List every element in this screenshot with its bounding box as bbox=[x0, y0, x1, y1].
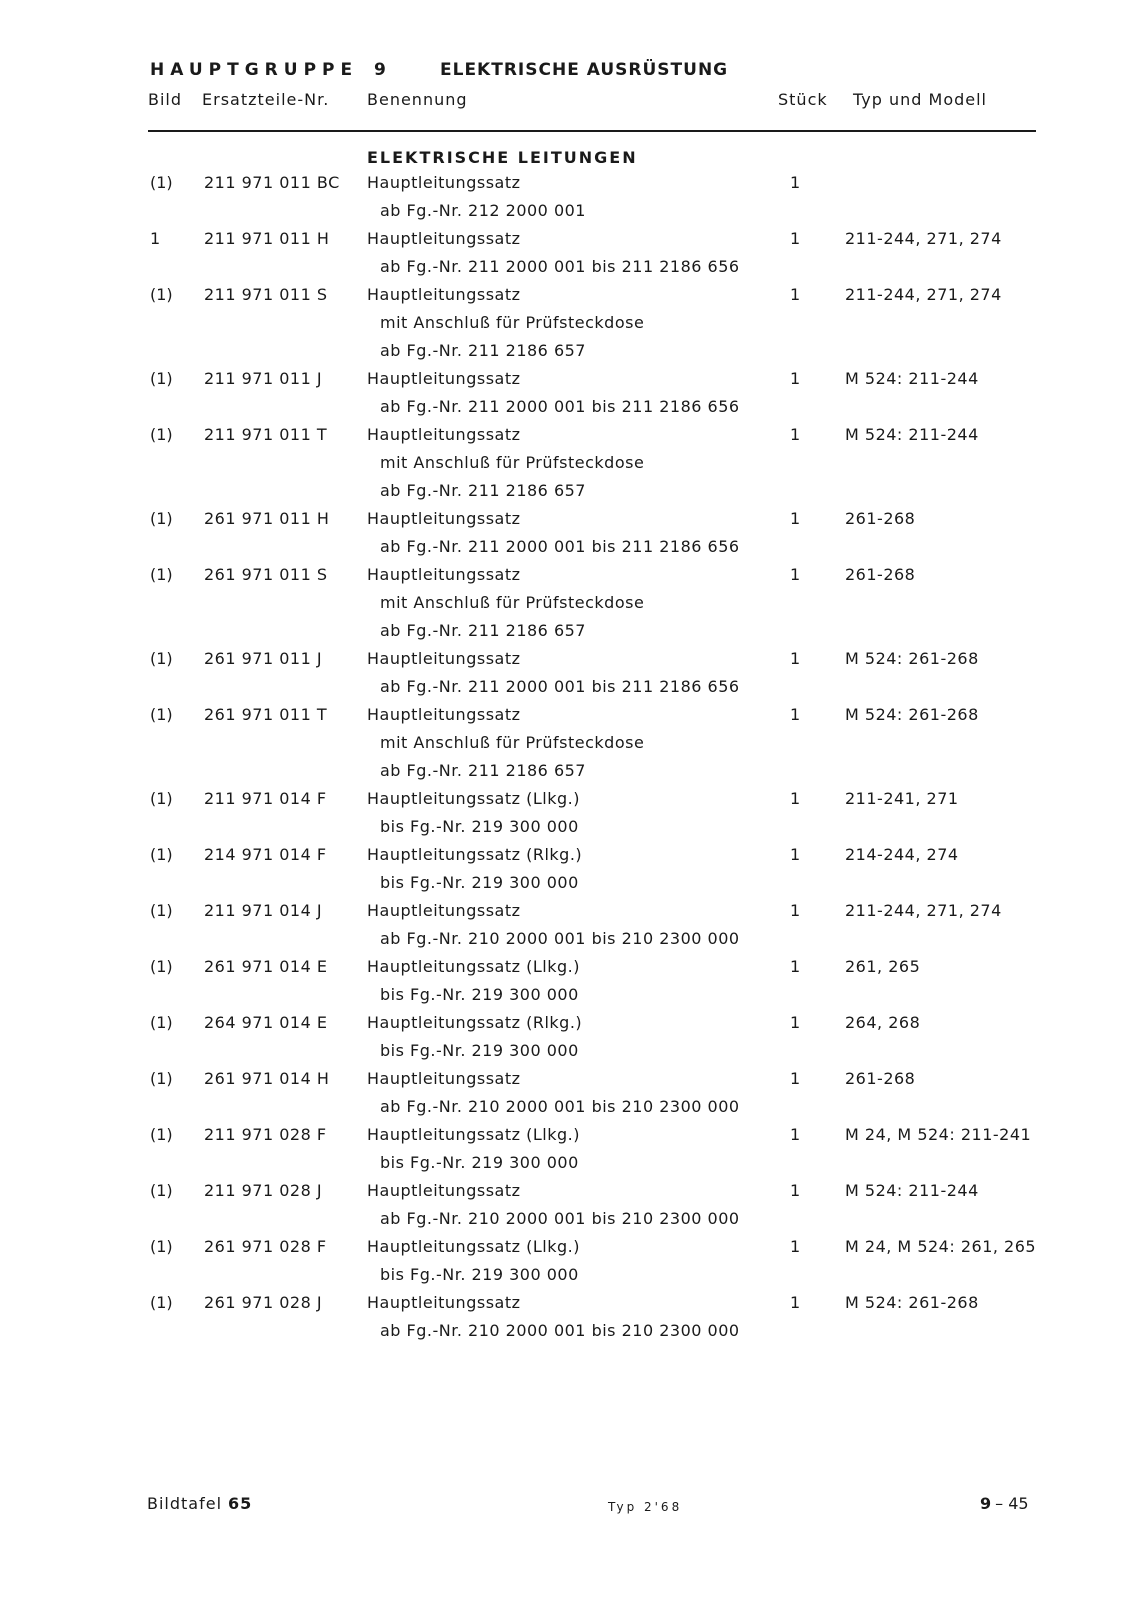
stueck-cell: 1 bbox=[790, 789, 801, 808]
part-sub-line bbox=[0, 926, 1139, 954]
benennung-cell: Hauptleitungssatz bbox=[367, 1181, 521, 1200]
bild-cell: (1) bbox=[150, 425, 173, 444]
table-row bbox=[0, 422, 1139, 506]
benennung-cell: Hauptleitungssatz bbox=[367, 649, 521, 668]
part-number-cell: 211 971 028 J bbox=[204, 1181, 323, 1200]
part-number-cell: 211 971 011 J bbox=[204, 369, 323, 388]
typ-cell: M 524: 211-244 bbox=[845, 369, 979, 388]
table-row bbox=[0, 562, 1139, 646]
bild-cell: (1) bbox=[150, 565, 173, 584]
bild-cell: (1) bbox=[150, 649, 173, 668]
column-header-typ: Typ und Modell bbox=[853, 90, 987, 109]
bild-cell: (1) bbox=[150, 285, 173, 304]
typ-cell: 211-244, 271, 274 bbox=[845, 285, 1002, 304]
stueck-cell: 1 bbox=[790, 1125, 801, 1144]
part-sub-line bbox=[0, 1038, 1139, 1066]
table-row bbox=[0, 1010, 1139, 1066]
part-main-line bbox=[0, 702, 1139, 730]
part-number-cell: 211 971 011 H bbox=[204, 229, 330, 248]
sub-description: bis Fg.-Nr. 219 300 000 bbox=[380, 1265, 579, 1284]
sub-description: ab Fg.-Nr. 211 2186 657 bbox=[380, 621, 586, 640]
part-sub-line bbox=[0, 618, 1139, 646]
column-header-benennung: Benennung bbox=[367, 90, 468, 109]
part-main-line bbox=[0, 170, 1139, 198]
group-number: 9 bbox=[374, 60, 386, 80]
stueck-cell: 1 bbox=[790, 1181, 801, 1200]
sub-description: ab Fg.-Nr. 211 2000 001 bis 211 2186 656 bbox=[380, 257, 740, 276]
benennung-cell: Hauptleitungssatz bbox=[367, 705, 521, 724]
part-number-cell: 211 971 011 BC bbox=[204, 173, 340, 192]
bild-cell: (1) bbox=[150, 1237, 173, 1256]
typ-cell: M 524: 261-268 bbox=[845, 705, 979, 724]
stueck-cell: 1 bbox=[790, 1069, 801, 1088]
sub-description: ab Fg.-Nr. 211 2186 657 bbox=[380, 481, 586, 500]
sub-description: ab Fg.-Nr. 210 2000 001 bis 210 2300 000 bbox=[380, 1097, 740, 1116]
typ-cell: M 24, M 524: 211-241 bbox=[845, 1125, 1032, 1144]
bild-cell: (1) bbox=[150, 957, 173, 976]
stueck-cell: 1 bbox=[790, 705, 801, 724]
sub-description: ab Fg.-Nr. 210 2000 001 bis 210 2300 000 bbox=[380, 929, 740, 948]
table-row bbox=[0, 898, 1139, 954]
bild-cell: (1) bbox=[150, 1293, 173, 1312]
part-main-line bbox=[0, 1010, 1139, 1038]
stueck-cell: 1 bbox=[790, 425, 801, 444]
page-number bbox=[980, 1494, 1029, 1513]
part-main-line bbox=[0, 1234, 1139, 1262]
sub-description: ab Fg.-Nr. 211 2000 001 bis 211 2186 656 bbox=[380, 537, 740, 556]
part-sub-line bbox=[0, 338, 1139, 366]
part-main-line bbox=[0, 898, 1139, 926]
bild-cell: (1) bbox=[150, 1013, 173, 1032]
typ-cell: 261-268 bbox=[845, 509, 916, 528]
table-row bbox=[0, 646, 1139, 702]
part-main-line bbox=[0, 954, 1139, 982]
part-sub-line bbox=[0, 254, 1139, 282]
part-sub-line bbox=[0, 310, 1139, 338]
group-title: ELEKTRISCHE AUSRÜSTUNG bbox=[440, 60, 729, 80]
bild-cell: (1) bbox=[150, 1069, 173, 1088]
part-main-line bbox=[0, 226, 1139, 254]
table-row bbox=[0, 282, 1139, 366]
bild-cell: (1) bbox=[150, 1181, 173, 1200]
footer-typ: Typ 2'68 bbox=[608, 1500, 683, 1514]
typ-cell: 264, 268 bbox=[845, 1013, 921, 1032]
table-row bbox=[0, 786, 1139, 842]
part-number-cell: 261 971 028 F bbox=[204, 1237, 327, 1256]
sub-description: bis Fg.-Nr. 219 300 000 bbox=[380, 873, 579, 892]
sub-description: bis Fg.-Nr. 219 300 000 bbox=[380, 817, 579, 836]
part-number-cell: 261 971 014 E bbox=[204, 957, 328, 976]
part-sub-line bbox=[0, 534, 1139, 562]
part-number-cell: 261 971 011 S bbox=[204, 565, 328, 584]
sub-description: ab Fg.-Nr. 210 2000 001 bis 210 2300 000 bbox=[380, 1321, 740, 1340]
table-row bbox=[0, 702, 1139, 786]
part-main-line bbox=[0, 786, 1139, 814]
sub-description: mit Anschluß für Prüfsteckdose bbox=[380, 593, 645, 612]
part-sub-line bbox=[0, 730, 1139, 758]
stueck-cell: 1 bbox=[790, 285, 801, 304]
sub-description: bis Fg.-Nr. 219 300 000 bbox=[380, 1153, 579, 1172]
typ-cell: M 24, M 524: 261, 265 bbox=[845, 1237, 1037, 1256]
bild-cell: (1) bbox=[150, 369, 173, 388]
part-sub-line bbox=[0, 758, 1139, 786]
part-number-cell: 211 971 014 J bbox=[204, 901, 323, 920]
stueck-cell: 1 bbox=[790, 369, 801, 388]
footer-bildtafel bbox=[147, 1494, 252, 1513]
part-number-cell: 261 971 011 J bbox=[204, 649, 323, 668]
part-main-line bbox=[0, 646, 1139, 674]
benennung-cell: Hauptleitungssatz bbox=[367, 901, 521, 920]
table-row bbox=[0, 1290, 1139, 1346]
benennung-cell: Hauptleitungssatz (Llkg.) bbox=[367, 1125, 580, 1144]
part-number-cell: 211 971 011 T bbox=[204, 425, 328, 444]
part-main-line bbox=[0, 506, 1139, 534]
part-sub-line bbox=[0, 198, 1139, 226]
stueck-cell: 1 bbox=[790, 957, 801, 976]
table-row bbox=[0, 954, 1139, 1010]
bild-cell: (1) bbox=[150, 789, 173, 808]
part-number-cell: 264 971 014 E bbox=[204, 1013, 328, 1032]
part-main-line bbox=[0, 1066, 1139, 1094]
column-header-stueck: Stück bbox=[778, 90, 828, 109]
benennung-cell: Hauptleitungssatz bbox=[367, 425, 521, 444]
part-number-cell: 214 971 014 F bbox=[204, 845, 327, 864]
part-number-cell: 211 971 014 F bbox=[204, 789, 327, 808]
stueck-cell: 1 bbox=[790, 845, 801, 864]
sub-description: ab Fg.-Nr. 210 2000 001 bis 210 2300 000 bbox=[380, 1209, 740, 1228]
sub-description: ab Fg.-Nr. 212 2000 001 bbox=[380, 201, 586, 220]
typ-cell: 261-268 bbox=[845, 1069, 916, 1088]
part-sub-line bbox=[0, 982, 1139, 1010]
stueck-cell: 1 bbox=[790, 509, 801, 528]
bild-cell: 1 bbox=[150, 229, 161, 248]
typ-cell: M 524: 261-268 bbox=[845, 1293, 979, 1312]
header-divider bbox=[148, 130, 1036, 132]
part-main-line bbox=[0, 282, 1139, 310]
table-row bbox=[0, 842, 1139, 898]
stueck-cell: 1 bbox=[790, 901, 801, 920]
table-row bbox=[0, 366, 1139, 422]
benennung-cell: Hauptleitungssatz (Rlkg.) bbox=[367, 1013, 583, 1032]
page-group: 9 bbox=[980, 1494, 992, 1513]
typ-cell: 211-244, 271, 274 bbox=[845, 229, 1002, 248]
part-sub-line bbox=[0, 870, 1139, 898]
benennung-cell: Hauptleitungssatz bbox=[367, 1069, 521, 1088]
part-main-line bbox=[0, 1122, 1139, 1150]
stueck-cell: 1 bbox=[790, 1237, 801, 1256]
typ-cell: 211-244, 271, 274 bbox=[845, 901, 1002, 920]
part-number-cell: 261 971 028 J bbox=[204, 1293, 323, 1312]
benennung-cell: Hauptleitungssatz bbox=[367, 285, 521, 304]
sub-description: bis Fg.-Nr. 219 300 000 bbox=[380, 1041, 579, 1060]
part-sub-line bbox=[0, 450, 1139, 478]
part-main-line bbox=[0, 366, 1139, 394]
benennung-cell: Hauptleitungssatz (Llkg.) bbox=[367, 957, 580, 976]
benennung-cell: Hauptleitungssatz bbox=[367, 565, 521, 584]
typ-cell: 261, 265 bbox=[845, 957, 921, 976]
bild-cell: (1) bbox=[150, 705, 173, 724]
column-header-bild: Bild bbox=[148, 90, 183, 109]
benennung-cell: Hauptleitungssatz (Rlkg.) bbox=[367, 845, 583, 864]
sub-description: mit Anschluß für Prüfsteckdose bbox=[380, 733, 645, 752]
bild-cell: (1) bbox=[150, 1125, 173, 1144]
benennung-cell: Hauptleitungssatz bbox=[367, 229, 521, 248]
benennung-cell: Hauptleitungssatz bbox=[367, 173, 521, 192]
sub-description: mit Anschluß für Prüfsteckdose bbox=[380, 313, 645, 332]
bild-cell: (1) bbox=[150, 173, 173, 192]
part-number-cell: 261 971 014 H bbox=[204, 1069, 330, 1088]
part-sub-line bbox=[0, 478, 1139, 506]
part-number-cell: 211 971 028 F bbox=[204, 1125, 327, 1144]
group-label: HAUPTGRUPPE bbox=[150, 60, 359, 80]
parts-list bbox=[0, 170, 1139, 1346]
part-main-line bbox=[0, 562, 1139, 590]
part-main-line bbox=[0, 1178, 1139, 1206]
part-number-cell: 261 971 011 T bbox=[204, 705, 328, 724]
table-row bbox=[0, 1234, 1139, 1290]
section-title: ELEKTRISCHE LEITUNGEN bbox=[367, 148, 638, 167]
benennung-cell: Hauptleitungssatz bbox=[367, 369, 521, 388]
part-number-cell: 261 971 011 H bbox=[204, 509, 330, 528]
part-number-cell: 211 971 011 S bbox=[204, 285, 328, 304]
typ-cell: M 524: 261-268 bbox=[845, 649, 979, 668]
table-row bbox=[0, 1178, 1139, 1234]
stueck-cell: 1 bbox=[790, 229, 801, 248]
table-row bbox=[0, 226, 1139, 282]
benennung-cell: Hauptleitungssatz bbox=[367, 509, 521, 528]
column-header-nr: Ersatzteile-Nr. bbox=[202, 90, 330, 109]
stueck-cell: 1 bbox=[790, 1013, 801, 1032]
page-index: – 45 bbox=[995, 1494, 1029, 1513]
typ-cell: 214-244, 274 bbox=[845, 845, 959, 864]
typ-cell: M 524: 211-244 bbox=[845, 425, 979, 444]
benennung-cell: Hauptleitungssatz (Llkg.) bbox=[367, 789, 580, 808]
bild-cell: (1) bbox=[150, 901, 173, 920]
sub-description: ab Fg.-Nr. 211 2186 657 bbox=[380, 761, 586, 780]
part-sub-line bbox=[0, 1318, 1139, 1346]
part-sub-line bbox=[0, 814, 1139, 842]
bild-cell: (1) bbox=[150, 509, 173, 528]
bildtafel-number: 65 bbox=[228, 1494, 253, 1513]
part-sub-line bbox=[0, 1094, 1139, 1122]
sub-description: mit Anschluß für Prüfsteckdose bbox=[380, 453, 645, 472]
table-row bbox=[0, 170, 1139, 226]
benennung-cell: Hauptleitungssatz (Llkg.) bbox=[367, 1237, 580, 1256]
stueck-cell: 1 bbox=[790, 1293, 801, 1312]
stueck-cell: 1 bbox=[790, 565, 801, 584]
benennung-cell: Hauptleitungssatz bbox=[367, 1293, 521, 1312]
part-main-line bbox=[0, 842, 1139, 870]
stueck-cell: 1 bbox=[790, 173, 801, 192]
typ-cell: 261-268 bbox=[845, 565, 916, 584]
sub-description: ab Fg.-Nr. 211 2186 657 bbox=[380, 341, 586, 360]
typ-cell: M 524: 211-244 bbox=[845, 1181, 979, 1200]
bild-cell: (1) bbox=[150, 845, 173, 864]
part-sub-line bbox=[0, 1150, 1139, 1178]
part-sub-line bbox=[0, 674, 1139, 702]
part-sub-line bbox=[0, 590, 1139, 618]
table-row bbox=[0, 1122, 1139, 1178]
part-main-line bbox=[0, 1290, 1139, 1318]
bildtafel-label: Bildtafel bbox=[147, 1494, 223, 1513]
part-main-line bbox=[0, 422, 1139, 450]
stueck-cell: 1 bbox=[790, 649, 801, 668]
part-sub-line bbox=[0, 1206, 1139, 1234]
sub-description: ab Fg.-Nr. 211 2000 001 bis 211 2186 656 bbox=[380, 677, 740, 696]
part-sub-line bbox=[0, 1262, 1139, 1290]
sub-description: ab Fg.-Nr. 211 2000 001 bis 211 2186 656 bbox=[380, 397, 740, 416]
table-row bbox=[0, 1066, 1139, 1122]
sub-description: bis Fg.-Nr. 219 300 000 bbox=[380, 985, 579, 1004]
typ-cell: 211-241, 271 bbox=[845, 789, 959, 808]
part-sub-line bbox=[0, 394, 1139, 422]
table-row bbox=[0, 506, 1139, 562]
